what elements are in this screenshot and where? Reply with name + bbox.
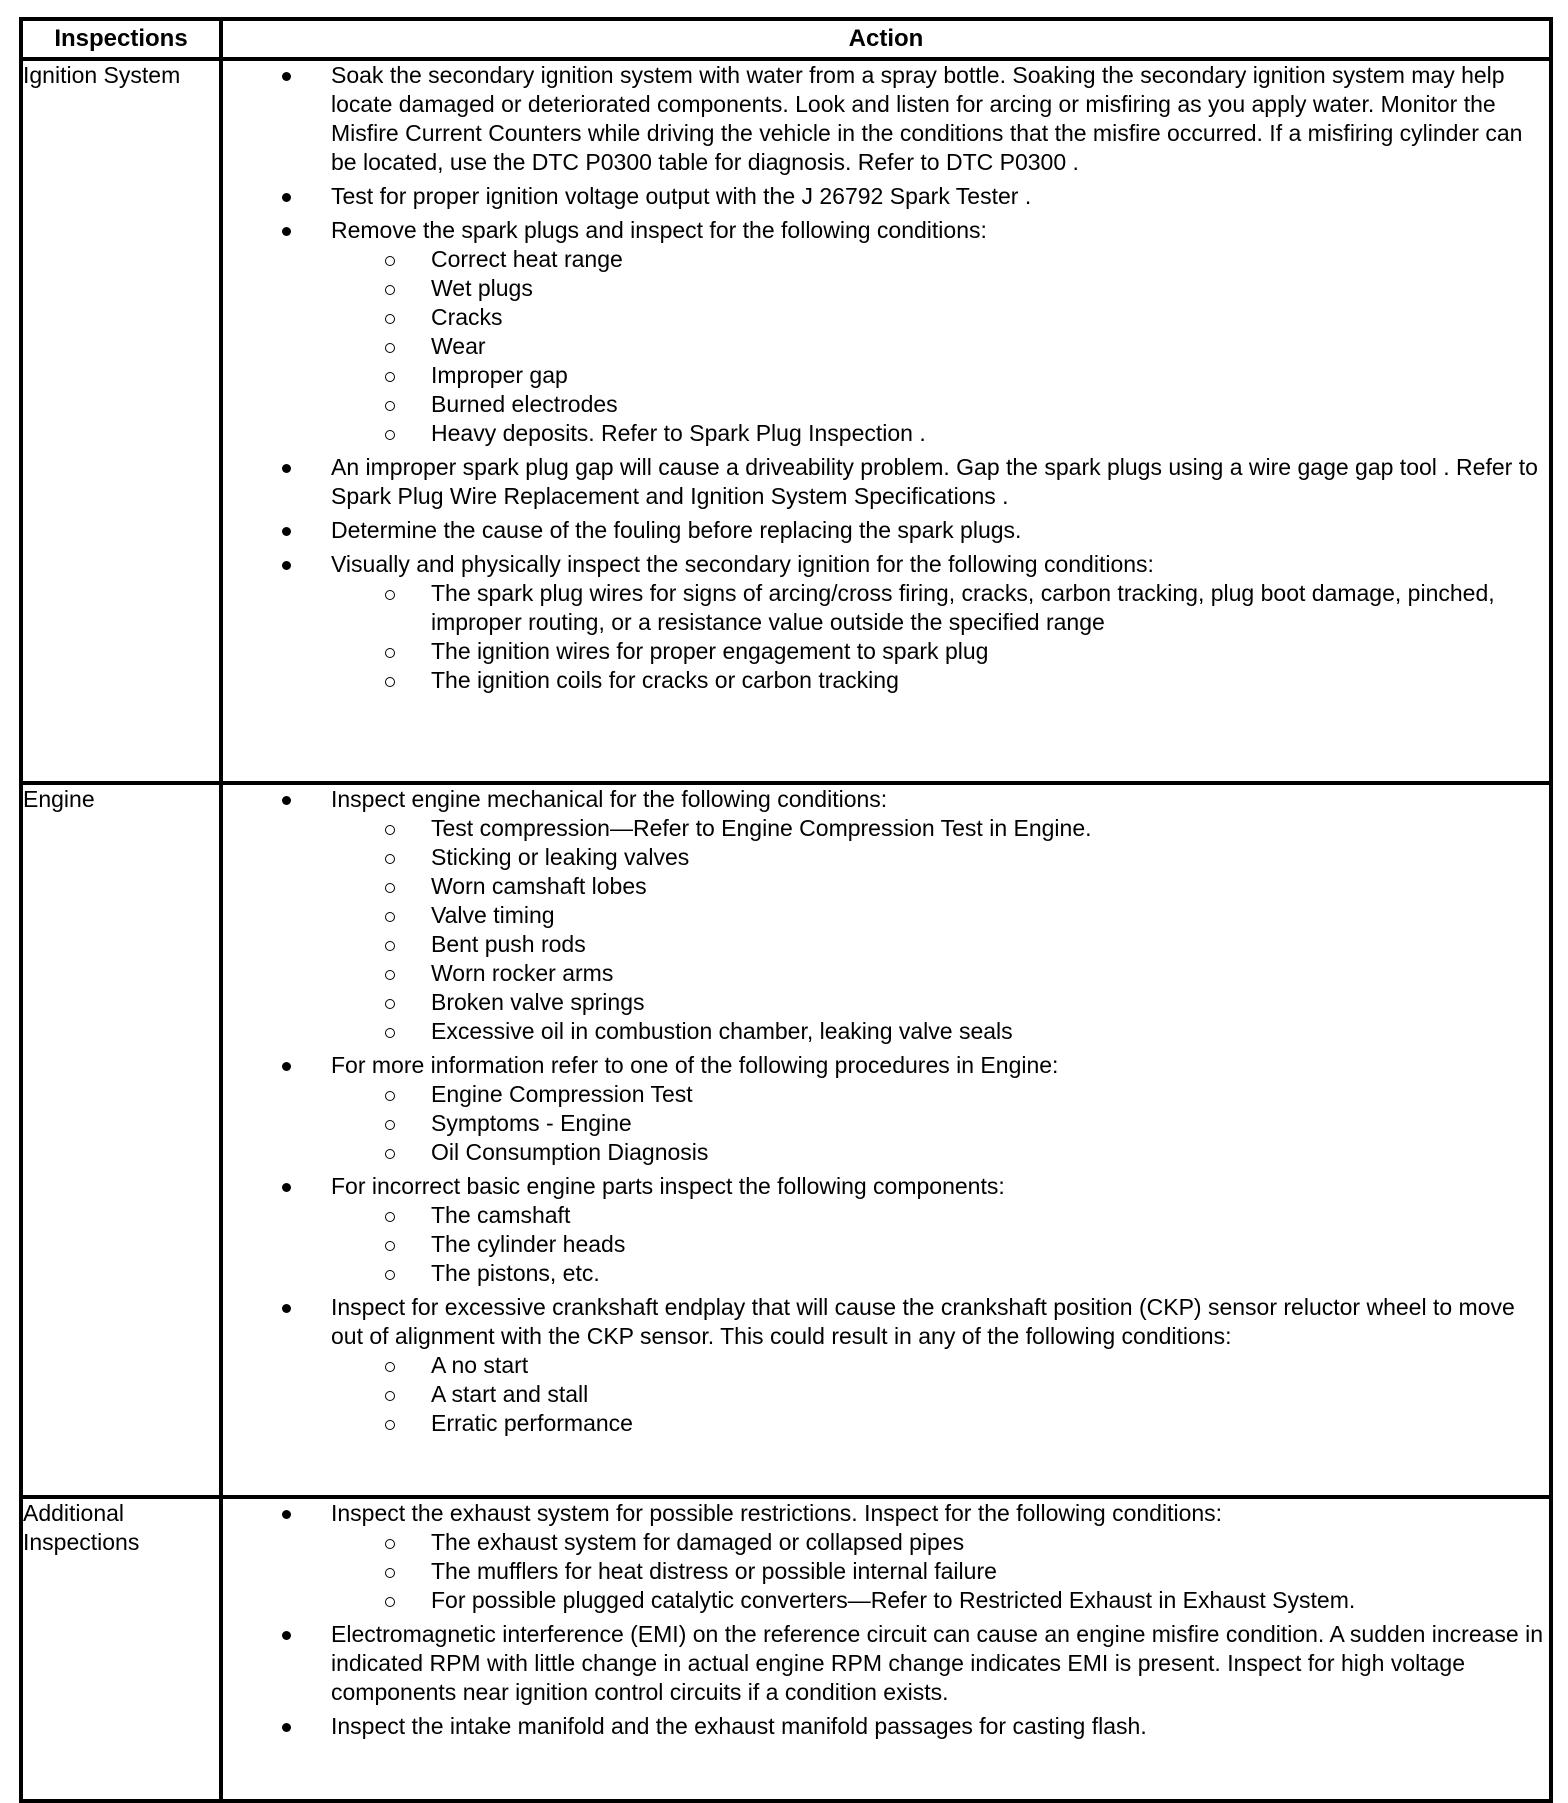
sub-condition-item: Valve timing xyxy=(331,901,1549,930)
sub-condition-item: The cylinder heads xyxy=(331,1230,1549,1259)
action-bullet-item xyxy=(223,785,1549,1046)
action-cell xyxy=(221,1497,1551,1801)
action-cell xyxy=(221,59,1551,783)
sub-condition-item: Erratic performance xyxy=(331,1409,1549,1438)
sub-condition-item: Excessive oil in combustion chamber, leaking valve seals xyxy=(331,1017,1549,1046)
sub-condition-item: Test compression—Refer to Engine Compression Test in Engine. xyxy=(331,814,1549,843)
sub-condition-list xyxy=(331,1080,1549,1167)
sub-condition-item: The ignition wires for proper engagement to spark plug xyxy=(331,637,1549,666)
sub-condition-item: For possible plugged catalytic converters—Refer to Restricted Exhaust in Exhaust System. xyxy=(331,1586,1549,1615)
sub-condition-item: A no start xyxy=(331,1351,1549,1380)
sub-condition-item: A start and stall xyxy=(331,1380,1549,1409)
sub-condition-item: Heavy deposits. Refer to Spark Plug Inspection . xyxy=(331,419,1549,448)
sub-condition-item: Wear xyxy=(331,332,1549,361)
table-row xyxy=(21,783,1551,1497)
sub-condition-list xyxy=(331,1201,1549,1288)
sub-condition-item: Correct heat range xyxy=(331,245,1549,274)
action-bullet-item xyxy=(223,216,1549,448)
sub-condition-item: The exhaust system for damaged or collapsed pipes xyxy=(331,1528,1549,1557)
action-bullet-text: Electromagnetic interference (EMI) on the reference circuit can cause an engine misfire condition. A sudden increase in indicated RPM with little change in actual engine RPM change indicates EMI is present. Inspect for high voltage components near ignition control circuits if a condition exists. xyxy=(331,1621,1543,1705)
action-bullet-text: Determine the cause of the fouling before replacing the spark plugs. xyxy=(331,517,1022,543)
action-bullet-item xyxy=(223,1620,1549,1707)
action-bullet-text: Test for proper ignition voltage output with the J 26792 Spark Tester . xyxy=(331,183,1032,209)
action-bullet-text: Soak the secondary ignition system with water from a spray bottle. Soaking the secondary ignition system may help locate damaged or deteriorated components. Look and listen for arcing or misfiring as you apply water. Monitor the Misfire Current Counters while driving the vehicle in the conditions that the misfire occurred. If a misfiring cylinder can be located, use the DTC P0300 table for diagnosis. Refer to DTC P0300 . xyxy=(331,62,1523,175)
inspections-table xyxy=(19,17,1553,1803)
sub-condition-list xyxy=(331,1528,1549,1615)
action-bullet-item xyxy=(223,61,1549,177)
table-row xyxy=(21,59,1551,783)
sub-condition-item: Worn camshaft lobes xyxy=(331,872,1549,901)
column-header-inspections: Inspections xyxy=(21,19,221,59)
sub-condition-item: Bent push rods xyxy=(331,930,1549,959)
inspection-system-cell: Ignition System xyxy=(21,59,221,783)
action-bullet-item xyxy=(223,453,1549,511)
action-list xyxy=(223,785,1549,1438)
sub-condition-list xyxy=(331,579,1549,695)
action-bullet-text: Inspect for excessive crankshaft endplay that will cause the crankshaft position (CKP) sensor reluctor wheel to move out of alignment with the CKP sensor. This could result in any of the following conditions: xyxy=(331,1294,1515,1349)
action-bullet-text: An improper spark plug gap will cause a driveability problem. Gap the spark plugs using a wire gage gap tool . Refer to Spark Plug Wire Replacement and Ignition System Specifications . xyxy=(331,454,1538,509)
sub-condition-list xyxy=(331,1351,1549,1438)
action-bullet-text: Inspect engine mechanical for the following conditions: xyxy=(331,786,888,812)
sub-condition-item: The spark plug wires for signs of arcing/cross firing, cracks, carbon tracking, plug boot damage, pinched, improper routing, or a resistance value outside the specified range xyxy=(331,579,1549,637)
sub-condition-item: The pistons, etc. xyxy=(331,1259,1549,1288)
sub-condition-item: The camshaft xyxy=(331,1201,1549,1230)
action-bullet-item xyxy=(223,1293,1549,1438)
action-cell xyxy=(221,783,1551,1497)
sub-condition-item: Engine Compression Test xyxy=(331,1080,1549,1109)
sub-condition-item: Cracks xyxy=(331,303,1549,332)
inspection-system-cell: Engine xyxy=(21,783,221,1497)
action-bullet-item xyxy=(223,1172,1549,1288)
action-bullet-item xyxy=(223,550,1549,695)
sub-condition-item: The mufflers for heat distress or possible internal failure xyxy=(331,1557,1549,1586)
action-bullet-item xyxy=(223,1499,1549,1615)
action-bullet-item xyxy=(223,1051,1549,1167)
action-bullet-text: Inspect the exhaust system for possible restrictions. Inspect for the following conditions: xyxy=(331,1500,1223,1526)
action-bullet-item xyxy=(223,182,1549,211)
sub-condition-item: Worn rocker arms xyxy=(331,959,1549,988)
action-bullet-item xyxy=(223,516,1549,545)
sub-condition-item: Improper gap xyxy=(331,361,1549,390)
action-bullet-text: For incorrect basic engine parts inspect the following components: xyxy=(331,1173,1005,1199)
sub-condition-item: Oil Consumption Diagnosis xyxy=(331,1138,1549,1167)
action-bullet-text: For more information refer to one of the following procedures in Engine: xyxy=(331,1052,1059,1078)
sub-condition-item: Burned electrodes xyxy=(331,390,1549,419)
inspection-system-cell: Additional Inspections xyxy=(21,1497,221,1801)
action-bullet-text: Visually and physically inspect the secondary ignition for the following conditions: xyxy=(331,551,1154,577)
sub-condition-item: Sticking or leaking valves xyxy=(331,843,1549,872)
action-bullet-text: Inspect the intake manifold and the exhaust manifold passages for casting flash. xyxy=(331,1713,1147,1739)
action-list xyxy=(223,1499,1549,1741)
sub-condition-list xyxy=(331,814,1549,1046)
sub-condition-list xyxy=(331,245,1549,448)
sub-condition-item: Broken valve springs xyxy=(331,988,1549,1017)
table-row xyxy=(21,1497,1551,1801)
sub-condition-item: Wet plugs xyxy=(331,274,1549,303)
action-bullet-text: Remove the spark plugs and inspect for the following conditions: xyxy=(331,217,987,243)
sub-condition-item: The ignition coils for cracks or carbon tracking xyxy=(331,666,1549,695)
table-header-row xyxy=(21,19,1551,59)
column-header-action: Action xyxy=(221,19,1551,59)
action-list xyxy=(223,61,1549,695)
sub-condition-item: Symptoms - Engine xyxy=(331,1109,1549,1138)
action-bullet-item xyxy=(223,1712,1549,1741)
